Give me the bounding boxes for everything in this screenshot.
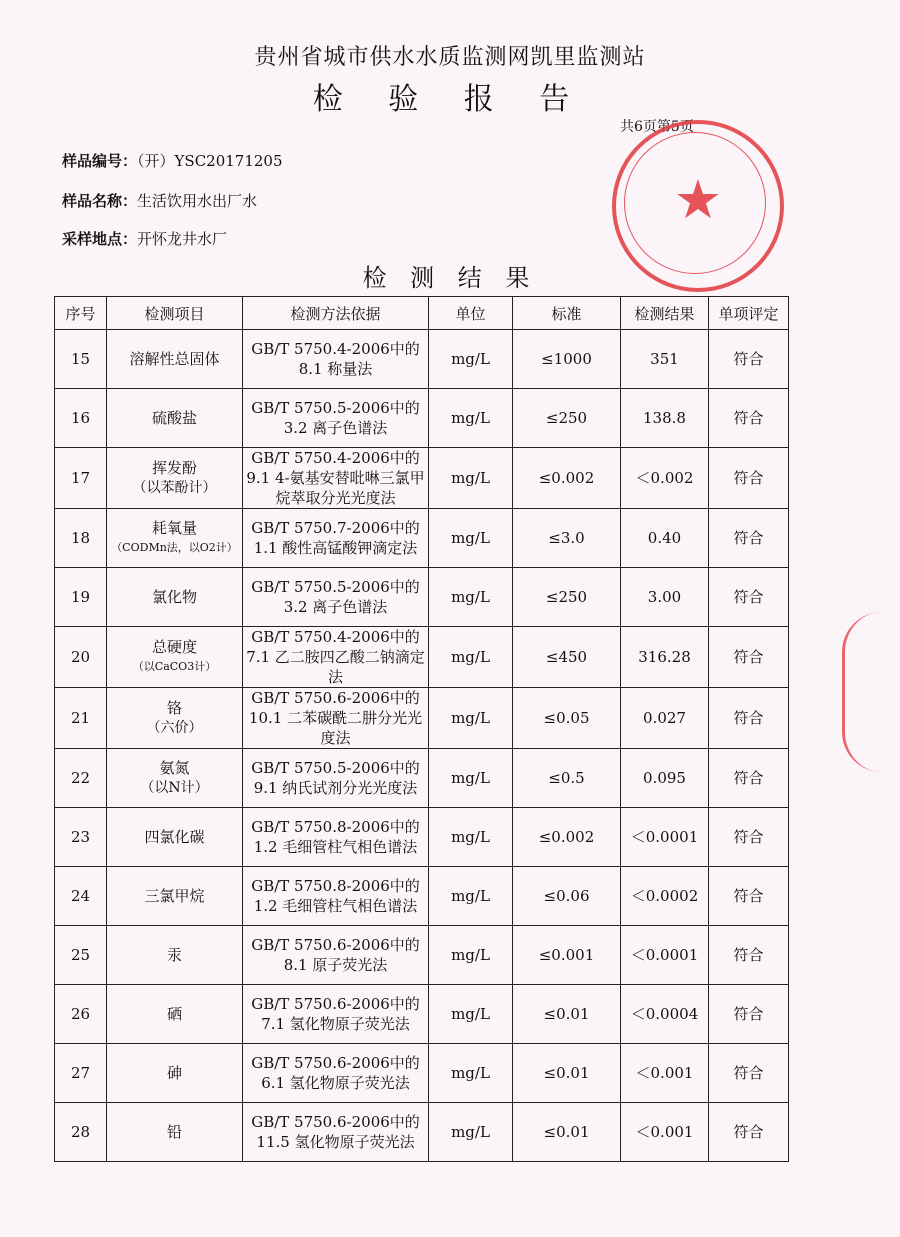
cell-no: 20 [55,627,107,688]
cell-result: 0.027 [621,688,709,749]
cell-no: 25 [55,926,107,985]
item-qualifier: （六价） [146,720,203,736]
cell-item [107,867,243,926]
table-row [55,448,789,509]
cell-unit: mg/L [429,627,513,688]
cell-verdict: 符合 [709,448,789,509]
table-row [55,808,789,867]
cell-item [107,985,243,1044]
cell-unit: mg/L [429,1044,513,1103]
cell-verdict: 符合 [709,867,789,926]
cell-method: GB/T 5750.6-2006中的6.1 氢化物原子荧光法 [243,1044,429,1103]
item-name: 耗氧量 [151,519,197,537]
cell-no: 26 [55,985,107,1044]
cell-result: 0.40 [621,509,709,568]
cell-standard: ≤250 [513,568,621,627]
cell-no: 28 [55,1103,107,1162]
table-row [55,389,789,448]
sample-name-label: 样品名称： [62,192,138,210]
sample-site-line [62,228,227,249]
cell-item [107,568,243,627]
item-name: 硒 [166,1005,182,1023]
cell-item [107,926,243,985]
cell-result: ＜0.001 [621,1044,709,1103]
cell-item [107,1103,243,1162]
cell-unit: mg/L [429,926,513,985]
cell-standard: ≤0.01 [513,1103,621,1162]
cell-item [107,330,243,389]
cell-verdict: 符合 [709,330,789,389]
cell-method: GB/T 5750.6-2006中的10.1 二苯碳酰二肼分光光度法 [243,688,429,749]
table-row [55,926,789,985]
cell-item [107,808,243,867]
cell-standard: ≤3.0 [513,509,621,568]
cell-no: 19 [55,568,107,627]
cell-method: GB/T 5750.8-2006中的1.2 毛细管柱气相色谱法 [243,808,429,867]
cell-standard: ≤0.01 [513,1044,621,1103]
cell-method: GB/T 5750.7-2006中的1.1 酸性高锰酸钾滴定法 [243,509,429,568]
page-count: 共6页第5页 [620,119,694,135]
cell-result: ＜0.0002 [621,867,709,926]
item-qualifier: （以苯酚计） [132,480,217,496]
cell-method: GB/T 5750.5-2006中的3.2 离子色谱法 [243,389,429,448]
item-name: 汞 [166,946,182,964]
cell-unit: mg/L [429,688,513,749]
cell-standard: ≤0.01 [513,985,621,1044]
cell-item [107,448,243,509]
sample-name-line [62,190,257,211]
cell-method: GB/T 5750.6-2006中的7.1 氢化物原子荧光法 [243,985,429,1044]
table-row [55,330,789,389]
col-header-item: 检测项目 [107,297,243,330]
cell-result: ＜0.002 [621,448,709,509]
item-name: 砷 [166,1064,182,1082]
cell-method: GB/T 5750.4-2006中的9.1 4-氨基安替吡啉三氯甲烷萃取分光光度法 [243,448,429,509]
col-header-method: 检测方法依据 [243,297,429,330]
cell-result: ＜0.001 [621,1103,709,1162]
cell-method: GB/T 5750.6-2006中的11.5 氢化物原子荧光法 [243,1103,429,1162]
cell-verdict: 符合 [709,627,789,688]
sample-name-value: 生活饮用水出厂水 [137,192,258,210]
item-name: 总硬度 [151,638,197,656]
cell-unit: mg/L [429,867,513,926]
cell-method: GB/T 5750.8-2006中的1.2 毛细管柱气相色谱法 [243,867,429,926]
cell-verdict: 符合 [709,389,789,448]
item-qualifier: （以CaCO3计） [132,660,217,673]
col-header-result: 检测结果 [621,297,709,330]
cell-item [107,627,243,688]
item-name: 氯化物 [151,588,197,606]
item-name: 溶解性总固体 [129,350,220,368]
sample-site-label: 采样地点： [62,230,138,248]
sample-id-value: （开）YSC20171205 [137,152,283,170]
cell-unit: mg/L [429,808,513,867]
cell-standard: ≤250 [513,389,621,448]
cell-unit: mg/L [429,568,513,627]
table-row [55,749,789,808]
cell-unit: mg/L [429,749,513,808]
col-header-standard: 标准 [513,297,621,330]
cell-no: 22 [55,749,107,808]
cell-verdict: 符合 [709,688,789,749]
table-body [55,330,789,1162]
cell-standard: ≤1000 [513,330,621,389]
cell-method: GB/T 5750.6-2006中的8.1 原子荧光法 [243,926,429,985]
cell-unit: mg/L [429,1103,513,1162]
cell-result: ＜0.0004 [621,985,709,1044]
table-header-row [55,297,789,330]
item-name: 铅 [166,1123,182,1141]
cell-item [107,749,243,808]
cell-verdict: 符合 [709,985,789,1044]
item-qualifier: （CODMn法，以O2计） [111,541,238,554]
col-header-verdict: 单项评定 [709,297,789,330]
table-row [55,509,789,568]
cell-verdict: 符合 [709,1103,789,1162]
cell-item [107,688,243,749]
cell-no: 27 [55,1044,107,1103]
item-qualifier: （以N计） [140,780,209,796]
table-row [55,985,789,1044]
cell-standard: ≤0.001 [513,926,621,985]
cell-method: GB/T 5750.4-2006中的7.1 乙二胺四乙酸二钠滴定法 [243,627,429,688]
star-icon: ★ [673,168,723,231]
cell-no: 21 [55,688,107,749]
item-name: 四氯化碳 [144,828,205,846]
cell-no: 18 [55,509,107,568]
cell-result: 138.8 [621,389,709,448]
sample-site-value: 开怀龙井水厂 [137,230,228,248]
col-header-unit: 单位 [429,297,513,330]
cell-standard: ≤0.002 [513,808,621,867]
cell-unit: mg/L [429,985,513,1044]
cell-item [107,1044,243,1103]
org-title: 贵州省城市供水水质监测网凯里监测站 [254,45,646,70]
cell-no: 17 [55,448,107,509]
sample-id-label: 样品编号： [62,152,138,170]
cell-item [107,509,243,568]
cell-verdict: 符合 [709,1044,789,1103]
cell-no: 24 [55,867,107,926]
cell-result: ＜0.0001 [621,926,709,985]
cell-standard: ≤0.06 [513,867,621,926]
table-row [55,1103,789,1162]
cell-verdict: 符合 [709,749,789,808]
table-row [55,1044,789,1103]
cell-standard: ≤450 [513,627,621,688]
sample-id-line [62,150,283,171]
cell-no: 16 [55,389,107,448]
official-seal [612,120,784,292]
cell-standard: ≤0.5 [513,749,621,808]
cell-item [107,389,243,448]
cell-unit: mg/L [429,330,513,389]
col-header-no: 序号 [55,297,107,330]
cell-verdict: 符合 [709,926,789,985]
item-name: 铬 [166,699,182,717]
cell-verdict: 符合 [709,808,789,867]
table-row [55,568,789,627]
table-row [55,867,789,926]
cell-verdict: 符合 [709,509,789,568]
item-name: 三氯甲烷 [144,887,205,905]
cell-no: 15 [55,330,107,389]
cell-verdict: 符合 [709,568,789,627]
cell-unit: mg/L [429,509,513,568]
item-name: 硫酸盐 [151,409,197,427]
cell-result: 0.095 [621,749,709,808]
cell-no: 23 [55,808,107,867]
cell-method: GB/T 5750.5-2006中的3.2 离子色谱法 [243,568,429,627]
cell-unit: mg/L [429,389,513,448]
results-table [54,296,789,1162]
edge-seal-fragment [842,612,900,772]
cell-method: GB/T 5750.4-2006中的8.1 称量法 [243,330,429,389]
cell-result: 3.00 [621,568,709,627]
report-title: 检 验 报 告 [312,82,588,117]
table-row [55,688,789,749]
item-name: 氨氮 [159,759,190,777]
section-title: 检 测 结 果 [362,264,538,292]
cell-result: 316.28 [621,627,709,688]
table-row [55,627,789,688]
item-name: 挥发酚 [151,459,197,477]
cell-method: GB/T 5750.5-2006中的9.1 纳氏试剂分光光度法 [243,749,429,808]
cell-result: 351 [621,330,709,389]
cell-result: ＜0.0001 [621,808,709,867]
cell-standard: ≤0.002 [513,448,621,509]
cell-unit: mg/L [429,448,513,509]
cell-standard: ≤0.05 [513,688,621,749]
